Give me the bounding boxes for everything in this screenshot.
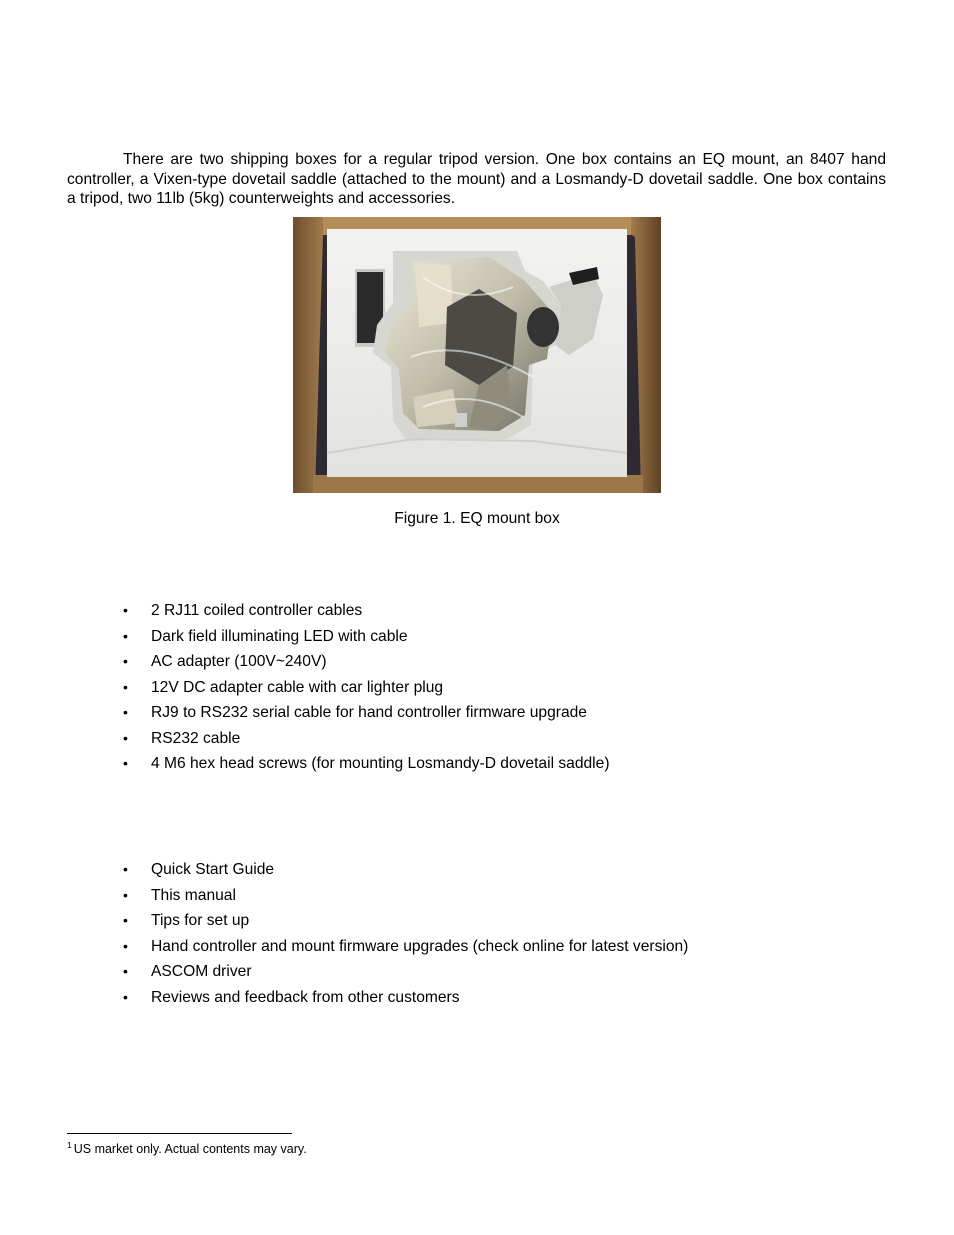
bullet: • (123, 678, 128, 695)
bullet: • (123, 886, 128, 903)
footnote-divider (67, 1133, 292, 1134)
footnote-text: US market only. Actual contents may vary. (73, 1142, 307, 1156)
figure-caption: Figure 1. EQ mount box (394, 510, 560, 527)
bullet: • (123, 729, 128, 746)
intro-paragraph (67, 150, 886, 209)
list-item-text: Quick Start Guide (151, 861, 275, 878)
bullet: • (123, 627, 128, 644)
footnote (67, 1140, 307, 1156)
bullet: • (123, 912, 128, 928)
list-item-text: 12V DC adapter cable with car lighter plug (151, 678, 444, 696)
list-item-text: RJ9 to RS232 serial cable for hand controller firmware upgrade (151, 704, 587, 721)
bullet: • (123, 602, 128, 618)
list-item-text: Dark field illuminating LED with cable (151, 627, 408, 645)
list-item-text: RS232 cable (151, 729, 241, 747)
list-item-text: 4 M6 hex head screws (for mounting Losmandy-D dovetail saddle) (151, 755, 610, 772)
list-item-text: 2 RJ11 coiled controller cables (151, 602, 363, 619)
list-item-text: This manual (151, 886, 236, 904)
list-item-text: Hand controller and mount firmware upgrades (check online for latest version) (151, 937, 689, 955)
bullet: • (123, 704, 128, 720)
list-item-text: AC adapter (100V~240V) (151, 653, 327, 670)
footnote-number: 1 (67, 1140, 72, 1150)
bullet: • (123, 755, 128, 771)
list-item-text: ASCOM driver (151, 963, 252, 980)
bullet: • (123, 861, 128, 877)
bullet: • (123, 963, 128, 979)
bullet: • (123, 653, 128, 669)
bullet: • (123, 937, 128, 954)
intro-text: There are two shipping boxes for a regular tripod version. One box contains an EQ mount, an 8407 hand controller, a Vixen-type dovetail saddle (attached to the mount) and a Losmandy-D dovetail saddle. One box contains a tripod, two 11lb (5kg) counterweights and accessories. (67, 151, 886, 207)
list-item-text: Tips for set up (151, 912, 250, 929)
eq-mount-box-photo (293, 217, 661, 493)
bullet: • (123, 988, 128, 1005)
list-item-text: Reviews and feedback from other customers (151, 988, 460, 1006)
